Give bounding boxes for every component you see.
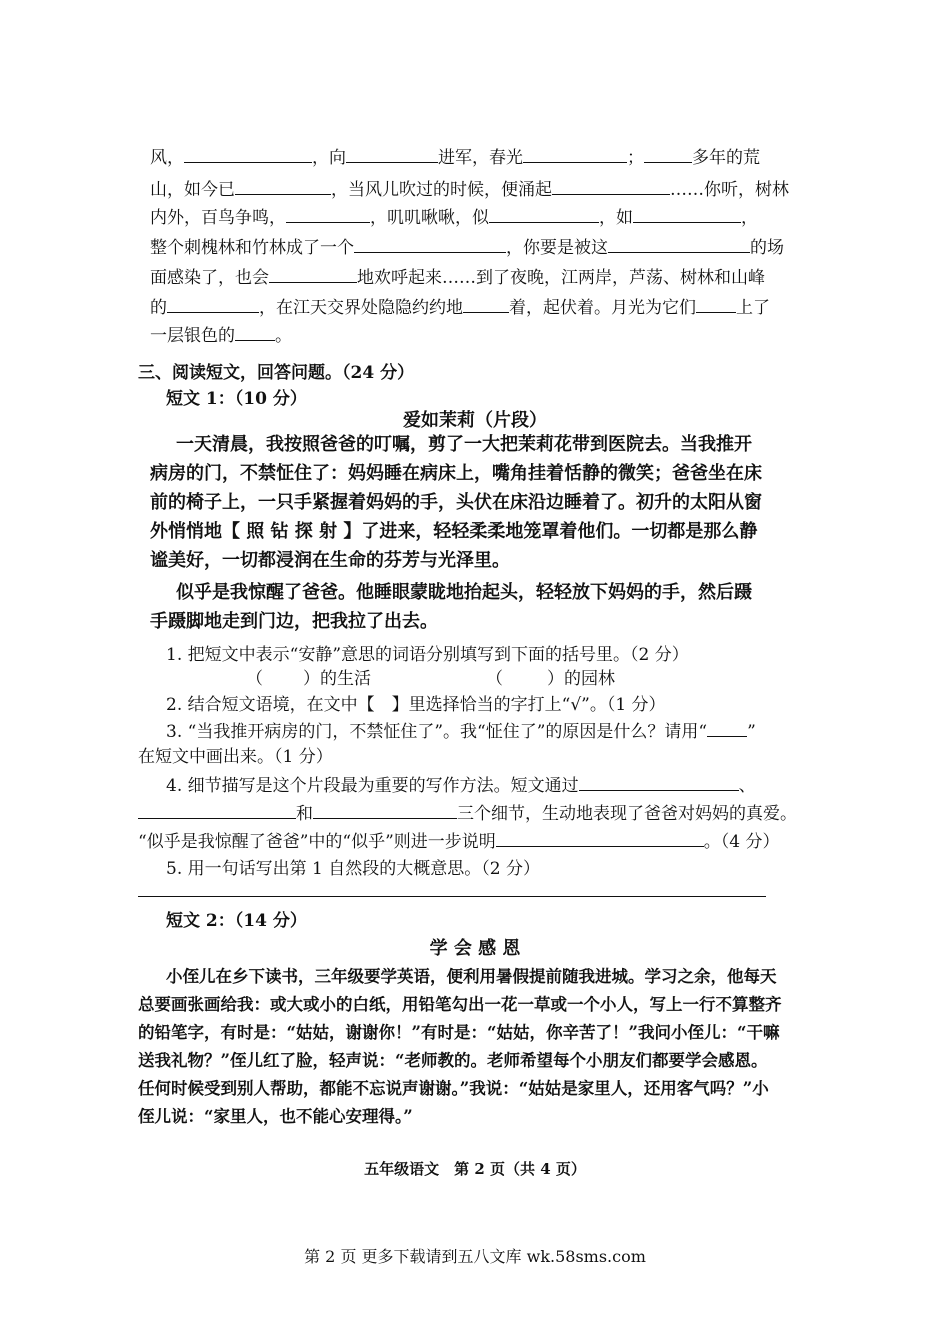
fill-blank[interactable] [286,206,370,223]
passage1-label: 短文 1：（10 分） [166,389,307,409]
text: ，当风儿吹过的时候，便涌起 [331,180,552,200]
p1-line-2: 病房的门，不禁怔住了：妈妈睡在病床上，嘴角挂着恬静的微笑；爸爸坐在床 [150,463,762,484]
fill-blank[interactable] [313,802,457,819]
p3-line-1: 小侄儿在乡下读书，三年级要学英语，便利用暑假提前随我进城。学习之余，他每天 [166,967,777,986]
text: 一层银色的 [150,326,235,346]
text: 上了 [736,298,770,318]
text: ，如 [599,208,633,228]
text: 的 [150,298,167,318]
fill-blank[interactable] [489,206,599,223]
fill-blank[interactable] [633,206,741,223]
text: 4. 细节描写是这个片段最为重要的写作方法。短文通过 [166,776,579,796]
text: 3. “当我推开病房的门，不禁怔住了”。我“怔住了”的原因是什么？请用“ [166,722,708,742]
fill-blank[interactable] [579,774,739,791]
fill-blank[interactable] [235,324,275,341]
text: 。 [275,326,292,346]
passage1-title: 爱如茉莉（片段） [403,410,547,431]
question-4 [166,774,756,797]
text: 和 [296,804,313,824]
cloze-line-3 [150,206,758,229]
section-heading: 三、阅读短文，回答问题。（24 分） [138,363,415,383]
text: ，向 [312,148,346,168]
fill-blank[interactable] [552,178,670,195]
cloze-line-7 [150,324,292,347]
question-4-line-2 [138,802,797,825]
text: 风， [150,148,184,168]
p3-line-4: 送我礼物？”侄儿红了脸，轻声说：“老师教的。老师希望每个小朋友们都要学会感恩。 [138,1051,768,1070]
passage2-title: 学 会 感 恩 [429,938,521,959]
download-footer: 第 2 页 更多下载请到五八文库 wk.58sms.com [304,1247,646,1266]
text: 面感染了，也会 [150,268,269,288]
text: ” [747,722,756,742]
fill-blank[interactable] [707,720,747,737]
fill-blank[interactable] [696,296,736,313]
text: （ [486,669,503,689]
question-5: 5. 用一句话写出第 1 自然段的大概意思。（2 分） [166,859,540,879]
fill-blank[interactable] [644,146,692,163]
fill-blank[interactable] [608,236,750,253]
fill-blank[interactable] [496,830,704,847]
text: 多年的荒 [692,148,760,168]
text: 、 [738,776,756,796]
question-3 [166,720,756,743]
text: （ [246,669,263,689]
cloze-line-6 [150,296,770,319]
text: 三个细节，生动地表现了爸爸对妈妈的真爱。 [457,804,797,824]
q1-answer-b [486,668,615,690]
text: 。（4 分） [703,832,780,852]
text: 内外，百鸟争鸣， [150,208,286,228]
fill-blank[interactable] [235,178,331,195]
p3-line-6: 侄儿说：“家里人，也不能心安理得。” [138,1107,413,1126]
text: ）的生活 [303,669,371,689]
text: ； [627,148,644,168]
fill-blank[interactable] [523,146,627,163]
p1-line-3: 前的椅子上，一只手紧握着妈妈的手，头伏在床沿边睡着了。初升的太阳从窗 [150,492,762,513]
p2-line-1: 似乎是我惊醒了爸爸。他睡眼蒙眬地抬起头，轻轻放下妈妈的手，然后蹑 [176,582,752,603]
p1-line-5: 谧美好，一切都浸润在生命的芬芳与光泽里。 [150,550,510,571]
text: ）的园林 [547,669,615,689]
fill-blank[interactable] [463,296,509,313]
page-number-label: 五年级语文 第 2 页（共 4 页） [364,1160,586,1178]
text: 着，起伏着。月光为它们 [509,298,696,318]
text: ……你听，树林 [670,180,789,200]
cloze-line-5 [150,266,765,289]
p1-line-1: 一天清晨，我按照爸爸的叮嘱，剪了一大把茉莉花带到医院去。当我推开 [176,434,752,455]
cloze-line-2 [150,178,789,201]
text: 进军，春光 [438,148,523,168]
cloze-line-1 [150,146,760,169]
fill-blank[interactable] [346,146,438,163]
text: 整个刺槐林和竹林成了一个 [150,238,354,258]
p3-line-2: 总要画张画给我：或大或小的白纸，用铅笔勾出一花一草或一个小人，写上一行不算整齐 [138,995,782,1014]
fill-blank[interactable] [184,146,312,163]
question-2: 2. 结合短文语境，在文中【 】里选择恰当的字打上“√”。（1 分） [166,695,666,715]
text: 的场 [750,238,784,258]
p2-line-2: 手蹑脚地走到门边，把我拉了出去。 [150,611,438,632]
text: “似乎是我惊醒了爸爸”中的“似乎”则进一步说明 [138,832,496,852]
p3-line-3: 的铅笔字，有时是：“姑姑，谢谢你！”有时是：“姑姑，你辛苦了！”我问小侄儿：“干嘛 [138,1023,780,1042]
p1-line-4: 外悄悄地【 照 钻 探 射 】了进来，轻轻柔柔地笼罩着他们。一切都是那么静 [150,521,758,542]
text: 地欢呼起来……到了夜晚，江两岸，芦荡、树林和山峰 [357,268,765,288]
fill-blank[interactable] [354,236,506,253]
text: ，在江天交界处隐隐约约地 [259,298,463,318]
fill-blank[interactable] [167,296,259,313]
p3-line-5: 任何时候受到别人帮助，都能不忘说声谢谢。”我说：“姑姑是家里人，还用客气吗？”小 [138,1079,769,1098]
text: ， [741,208,758,228]
question-1: 1. 把短文中表示“安静”意思的词语分别填写到下面的括号里。（2 分） [166,645,689,665]
passage2-label: 短文 2：（14 分） [166,911,307,931]
cloze-line-4 [150,236,784,259]
fill-blank[interactable] [269,266,357,283]
question-3-cont: 在短文中画出来。（1 分） [138,747,333,767]
text: ，叽叽啾啾，似 [370,208,489,228]
fill-blank[interactable] [138,802,296,819]
question-4-line-3 [138,830,780,853]
q1-answer-a [246,668,371,690]
answer-line[interactable] [138,896,766,897]
text: ，你要是被这 [506,238,608,258]
text: 山，如今已 [150,180,235,200]
